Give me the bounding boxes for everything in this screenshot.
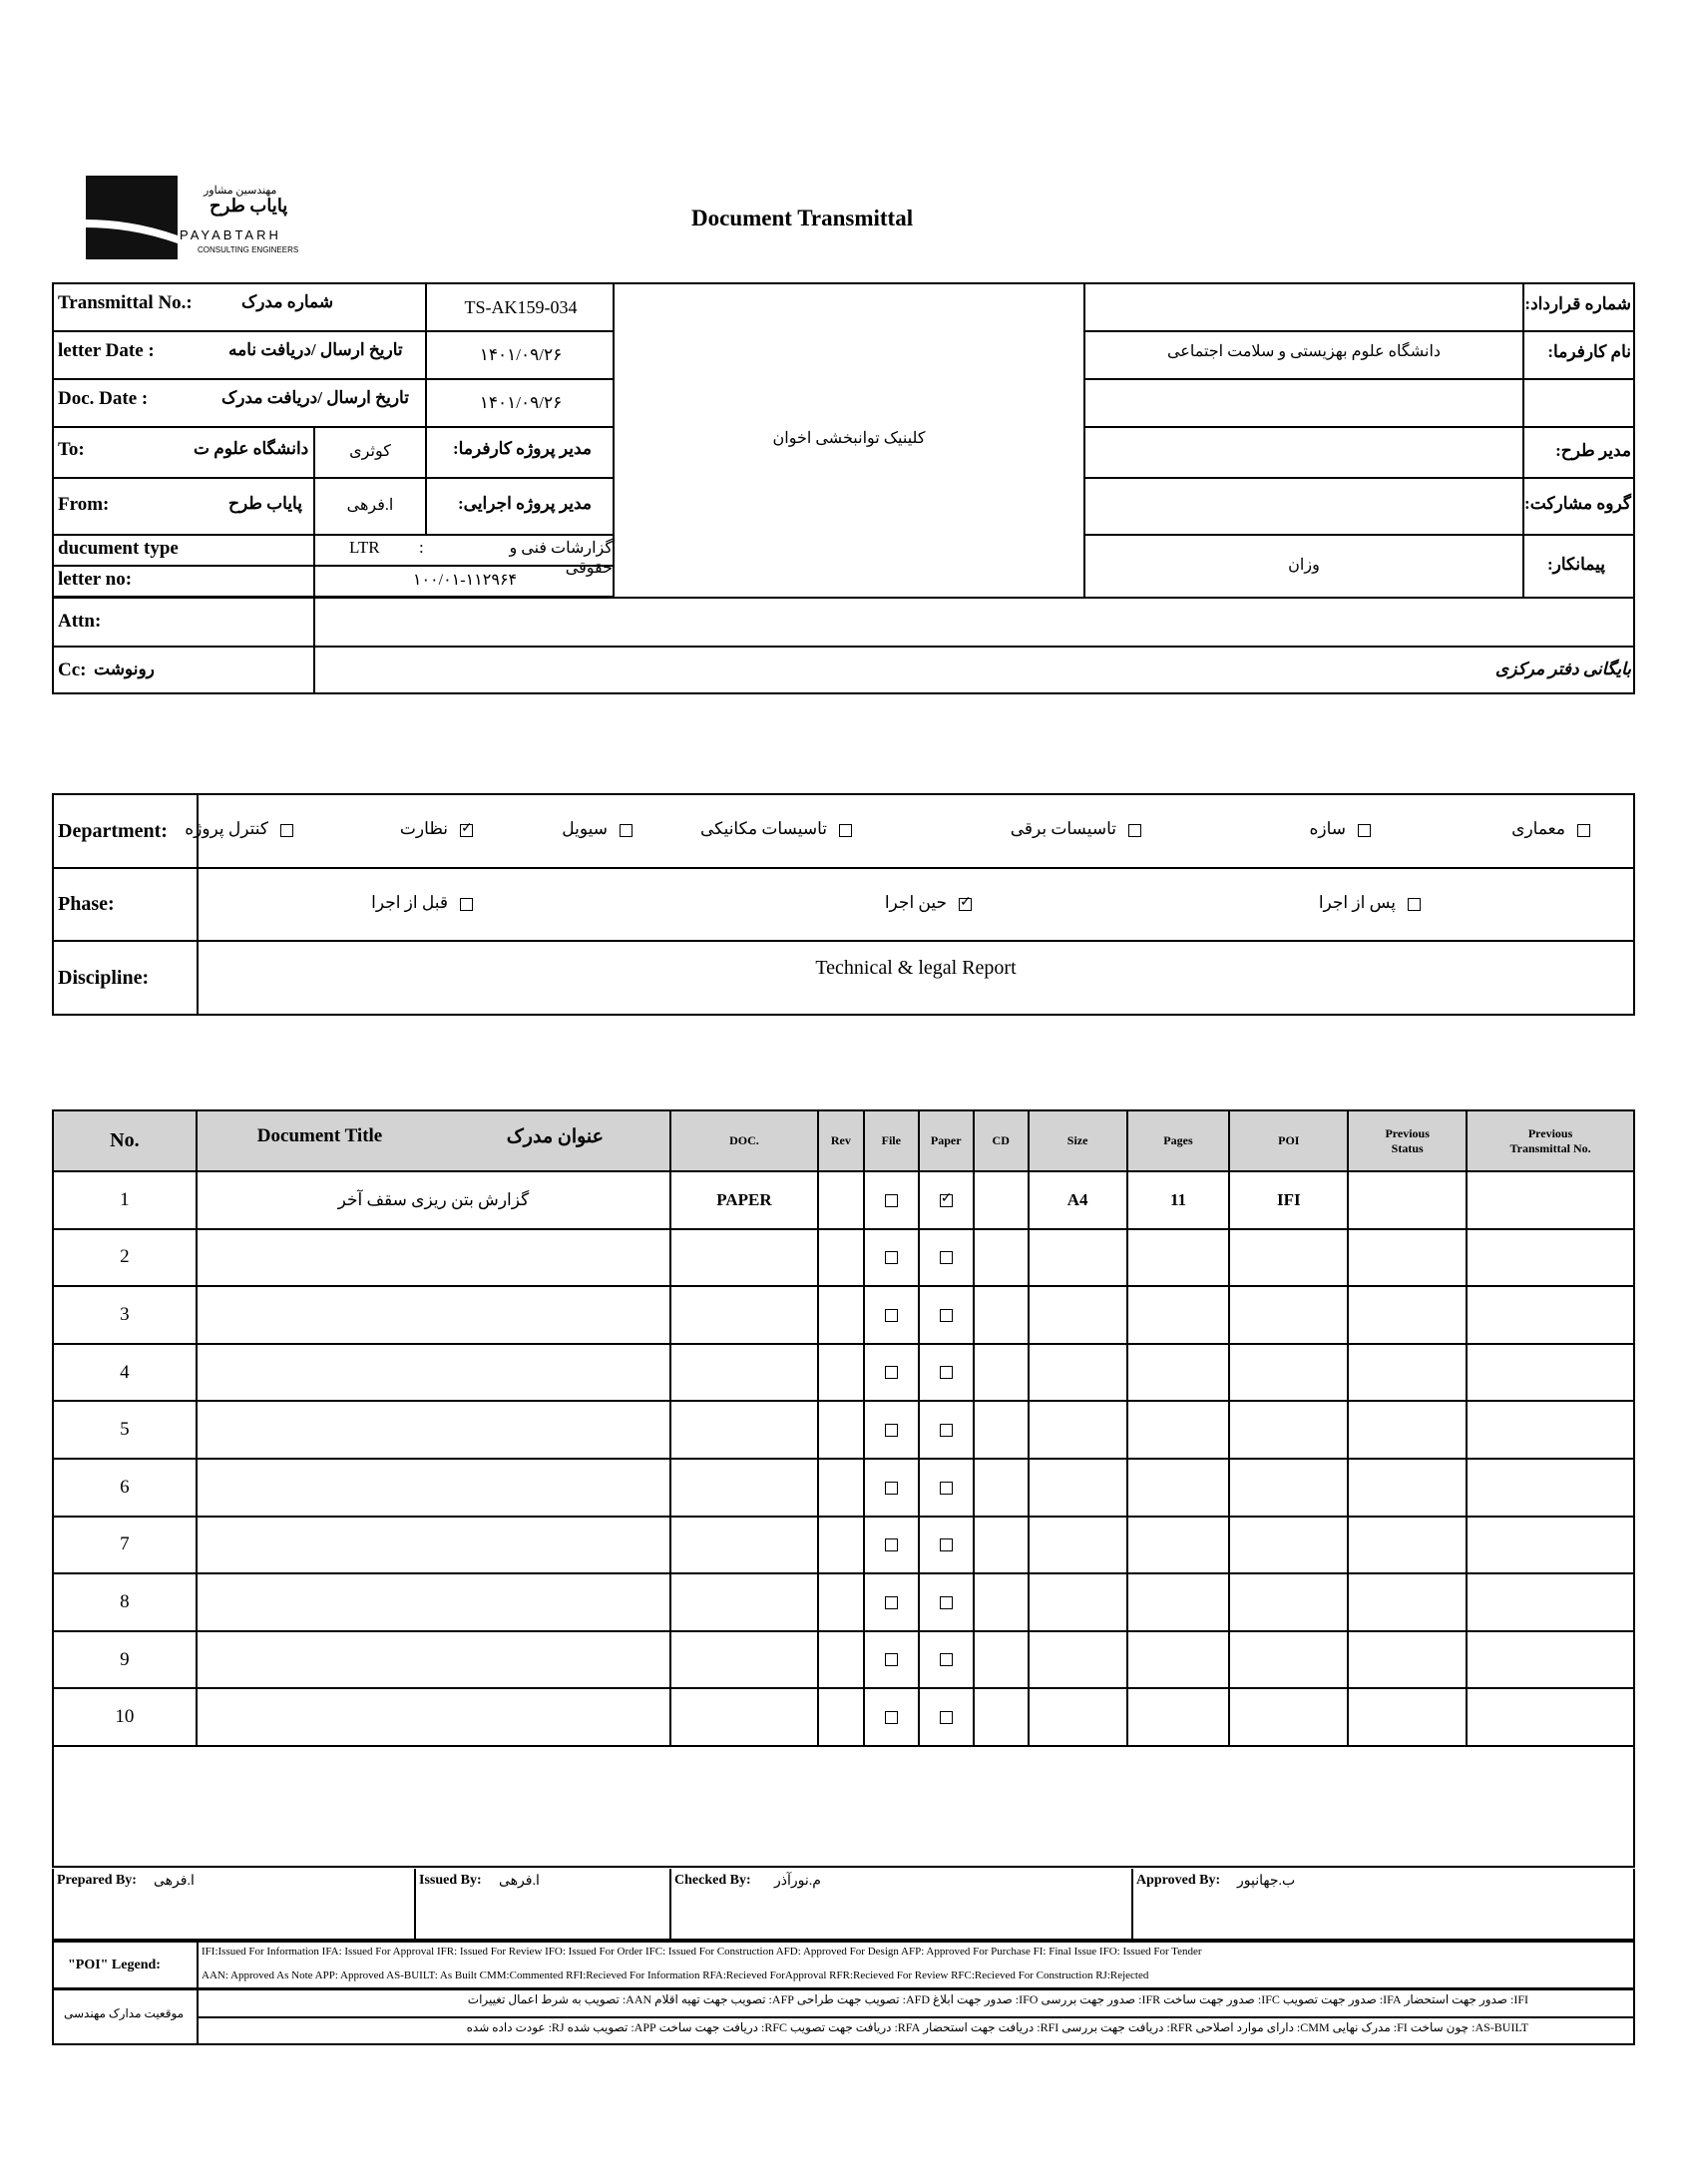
cell-doc: [670, 1459, 818, 1517]
cell-prev_trans: [1467, 1631, 1634, 1689]
cell-title: [197, 1688, 670, 1746]
cell-prev_trans: [1467, 1517, 1634, 1574]
department-option-label: سیویل: [562, 819, 608, 838]
cell-no: 9: [53, 1631, 197, 1689]
doc-date-value: ۱۴۰۱/۰۹/۲۶: [425, 379, 615, 426]
cell-paper: [919, 1573, 974, 1631]
prepared-name: ا.فرهی: [154, 1874, 195, 1889]
cell-file: [864, 1573, 919, 1631]
cell-title: [197, 1517, 670, 1574]
issued-label: Issued By:: [419, 1873, 482, 1888]
cell-file: [864, 1344, 919, 1402]
cc-row: [54, 648, 1635, 694]
cell-no: 6: [53, 1459, 197, 1517]
cell-cd: [974, 1401, 1029, 1459]
design-mgr-label: مدیر طرح:: [1555, 441, 1631, 460]
contract-value: [1085, 284, 1522, 330]
fa-legend-line1: IFI: صدور جهت استحضار IFA: صدور جهت تصویب IFC: صدور جهت ساخت IFR: صدور جهت بررسی IFO: صدور جهت ابلاغ AFD: تصویب جهت طراحی AFP: تصویب جهت تهیه اقلام AAN: تصویب به شرط اعمال تغییرات: [467, 1992, 1528, 2006]
col-prev-status: Previous Status: [1348, 1110, 1467, 1171]
cell-paper: [919, 1171, 974, 1229]
project-name: کلینیک توانبخشی اخوان: [772, 430, 926, 447]
cell-poi: [1229, 1344, 1348, 1402]
doctype-fa: گزارشات فنی و حقوقی: [509, 540, 613, 577]
paper-checkbox[interactable]: [940, 1653, 953, 1666]
col-file: File: [864, 1110, 919, 1171]
cell-prev_trans: [1467, 1459, 1634, 1517]
design-mgr-value: [1085, 427, 1522, 477]
cell-prev_status: [1348, 1688, 1467, 1746]
document-table: [52, 1109, 1635, 1868]
cell-cd: [974, 1344, 1029, 1402]
paper-checkbox[interactable]: [940, 1482, 953, 1495]
to-label: To:: [58, 439, 85, 460]
cell-size: [1029, 1286, 1127, 1344]
col-rev: Rev: [818, 1110, 864, 1171]
letterno-row: [54, 566, 613, 598]
col-poi: POI: [1229, 1110, 1348, 1171]
employer-row: [1085, 331, 1635, 380]
table-row: [53, 1517, 1634, 1574]
col-title-en: Document Title: [256, 1125, 383, 1146]
doc-date-label-fa: تاریخ ارسال /دریافت مدرک: [221, 388, 409, 407]
logo-mark-icon: [86, 176, 178, 259]
cell-pages: [1127, 1286, 1230, 1344]
paper-checkbox[interactable]: [940, 1596, 953, 1609]
signature-row: [52, 1869, 1635, 1941]
discipline-value: Technical & legal Report: [815, 957, 1017, 979]
employer-label: نام کارفرما:: [1547, 342, 1631, 361]
cell-rev: [818, 1573, 864, 1631]
cell-pages: [1127, 1573, 1230, 1631]
cell-no: 4: [53, 1344, 197, 1402]
design-mgr-row: [1085, 427, 1635, 479]
table-row: [53, 1688, 1634, 1746]
blank-row: [1085, 379, 1635, 428]
department-option-label: کنترل پروژه: [185, 819, 268, 838]
doctype-sep: :: [419, 538, 424, 557]
cell-prev_status: [1348, 1401, 1467, 1459]
col-doc: DOC.: [670, 1110, 818, 1171]
transmittal-label: Transmittal No.:: [58, 292, 193, 313]
cell-cd: [974, 1631, 1029, 1689]
file-checkbox[interactable]: [885, 1424, 898, 1437]
cc-value: بایگانی دفتر مرکزی: [1494, 659, 1631, 678]
table-row: [53, 1631, 1634, 1689]
cell-no: 10: [53, 1688, 197, 1746]
partner-label: گروه مشارکت:: [1524, 494, 1631, 513]
cell-poi: [1229, 1401, 1348, 1459]
company-logo: [86, 176, 315, 261]
letterno-value: ۱۰۰/۰۱-۱۱۲۹۶۴: [313, 566, 615, 596]
file-checkbox[interactable]: [885, 1194, 898, 1207]
cell-title: [197, 1286, 670, 1344]
transmittal-label-fa: شماره مدرک: [241, 292, 334, 311]
cell-size: [1029, 1344, 1127, 1402]
department-option-label: نظارت: [399, 819, 448, 838]
cell-paper: [919, 1459, 974, 1517]
department-option-label: معماری: [1511, 819, 1565, 838]
cell-cd: [974, 1459, 1029, 1517]
letter-date-label-fa: تاریخ ارسال /دریافت نامه: [228, 340, 403, 359]
cell-rev: [818, 1344, 864, 1402]
col-cd: CD: [974, 1110, 1029, 1171]
paper-checkbox[interactable]: [940, 1251, 953, 1264]
cell-poi: [1229, 1286, 1348, 1344]
exec-pm-name: ا.فرهی: [313, 478, 427, 534]
table-row: [53, 1171, 1634, 1229]
cell-title: [197, 1401, 670, 1459]
contractor-row: [1085, 535, 1635, 597]
cell-size: [1029, 1401, 1127, 1459]
department-option-label: سازه: [1309, 819, 1346, 838]
from-row: [54, 478, 613, 536]
poi-legend-line2: AAN: Approved As Note APP: Approved AS-BUILT: As Built CMM:Commented RFI:Recieved For Information RFA:Recieved ForApproval RFR:Recieved For Review RFC:Recieved For Construction RJ:Rejected: [202, 1969, 1149, 1981]
cell-pages: [1127, 1631, 1230, 1689]
cell-title: [197, 1229, 670, 1287]
poi-legend-line1: IFI:Issued For Information IFA: Issued For Approval IFR: Issued For Review IFO: Issued For Order IFC: Issued For Construction AFD: Approved For Design AFP: Approved For Purchase FI: Final Issue IFO: Issued For Tender: [202, 1946, 1202, 1958]
cell-prev_trans: [1467, 1286, 1634, 1344]
attn-label: Attn:: [58, 611, 102, 632]
poi-legend-label: "POI" Legend:: [68, 1958, 161, 1972]
cell-rev: [818, 1459, 864, 1517]
cell-prev_status: [1348, 1573, 1467, 1631]
file-checkbox[interactable]: [885, 1596, 898, 1609]
file-checkbox[interactable]: [885, 1482, 898, 1495]
cell-rev: [818, 1229, 864, 1287]
cell-doc: [670, 1229, 818, 1287]
file-checkbox[interactable]: [885, 1653, 898, 1666]
col-pages: Pages: [1127, 1110, 1230, 1171]
partner-row: [1085, 478, 1635, 536]
cell-pages: [1127, 1459, 1230, 1517]
col-paper: Paper: [919, 1110, 974, 1171]
letter-date-label: letter Date :: [58, 340, 155, 361]
page-title: Document Transmittal: [691, 206, 914, 230]
cell-paper: [919, 1401, 974, 1459]
cell-file: [864, 1286, 919, 1344]
table-row: [53, 1286, 1634, 1344]
phase-option-label: قبل از اجرا: [371, 893, 448, 912]
cell-poi: [1229, 1631, 1348, 1689]
table-row: [53, 1401, 1634, 1459]
cell-file: [864, 1688, 919, 1746]
approved-label: Approved By:: [1136, 1873, 1221, 1888]
cell-prev_status: [1348, 1517, 1467, 1574]
paper-checkbox[interactable]: [940, 1538, 953, 1551]
doctype-label: ducument type: [58, 538, 179, 559]
cell-prev_status: [1348, 1286, 1467, 1344]
status-legend-label: موقعیت مدارک مهندسی: [64, 2006, 185, 2020]
attn-row: [54, 599, 1635, 646]
cell-paper: [919, 1631, 974, 1689]
cell-pages: [1127, 1688, 1230, 1746]
contract-label: شماره قرارداد:: [1524, 294, 1631, 313]
file-checkbox[interactable]: [885, 1538, 898, 1551]
cell-paper: [919, 1517, 974, 1574]
cell-prev_trans: [1467, 1344, 1634, 1402]
cell-poi: [1229, 1459, 1348, 1517]
cell-prev_status: [1348, 1344, 1467, 1402]
col-size: Size: [1029, 1110, 1127, 1171]
cell-cd: [974, 1171, 1029, 1229]
cell-doc: [670, 1517, 818, 1574]
cc-label-fa: رونوشت: [94, 659, 155, 678]
to-row: [54, 427, 613, 479]
partner-value: [1085, 478, 1522, 534]
cell-poi: [1229, 1517, 1348, 1574]
fa-legend-line2: AS-BUILT: چون ساخت FI: مدرک نهایی CMM: دارای موارد اصلاحی RFR: دریافت جهت بررسی RFI: دریافت جهت استحضار RFA: دریافت جهت تصویب RFC: دریافت جهت ساخت APP: تصویب شده RJ: عودت داده شده: [466, 2020, 1528, 2034]
cell-pages: [1127, 1344, 1230, 1402]
cell-paper: [919, 1286, 974, 1344]
cell-title: [197, 1573, 670, 1631]
phase-option-label: حین اجرا: [884, 893, 947, 912]
cell-prev_trans: [1467, 1171, 1634, 1229]
from-label: From:: [58, 494, 110, 515]
col-no: No.: [53, 1110, 197, 1171]
doc-date-label: Doc. Date :: [58, 388, 149, 409]
cell-prev_trans: [1467, 1229, 1634, 1287]
doctype-row: [54, 535, 613, 577]
cell-pages: [1127, 1401, 1230, 1459]
col-title-fa: عنوان مدرک: [506, 1126, 604, 1147]
table-row: [53, 1344, 1634, 1402]
paper-checkbox[interactable]: [940, 1309, 953, 1322]
paper-checkbox[interactable]: [940, 1711, 953, 1724]
cc-label: Cc:: [58, 659, 87, 680]
contractor-value: وزان: [1288, 557, 1320, 574]
legend-block: [52, 1941, 1635, 2045]
cell-prev_status: [1348, 1631, 1467, 1689]
cell-title: [197, 1631, 670, 1689]
checked-name: م.نورآذر: [774, 1874, 821, 1889]
cell-pages: 11: [1127, 1171, 1230, 1229]
doctype-code: LTR: [349, 538, 380, 557]
cell-pages: [1127, 1229, 1230, 1287]
client-pm-name: کوثری: [313, 427, 427, 477]
cell-file: [864, 1631, 919, 1689]
issued-name: ا.فرهی: [499, 1874, 540, 1889]
to-value: دانشگاه علوم ت: [194, 439, 309, 458]
cell-poi: [1229, 1573, 1348, 1631]
discipline-label: Discipline:: [58, 967, 150, 989]
col-title: [197, 1110, 670, 1171]
cell-size: [1029, 1573, 1127, 1631]
department-label: Department:: [58, 820, 168, 842]
phase-label: Phase:: [58, 893, 115, 915]
logo-fa-top: مهندسین مشاور: [204, 185, 277, 197]
cell-cd: [974, 1286, 1029, 1344]
cell-doc: [670, 1344, 818, 1402]
cell-file: [864, 1171, 919, 1229]
cell-no: 2: [53, 1229, 197, 1287]
cell-file: [864, 1517, 919, 1574]
contractor-label: پیمانکار:: [1546, 555, 1605, 574]
department-option-label: تاسیسات مکانیکی: [700, 819, 827, 838]
cell-rev: [818, 1286, 864, 1344]
cell-doc: [670, 1688, 818, 1746]
cell-rev: [818, 1517, 864, 1574]
cell-doc: [670, 1286, 818, 1344]
cell-rev: [818, 1401, 864, 1459]
cell-cd: [974, 1229, 1029, 1287]
from-value: پایاب طرح: [228, 494, 302, 513]
cell-size: [1029, 1517, 1127, 1574]
prepared-label: Prepared By:: [57, 1873, 137, 1888]
letterno-label: letter no:: [58, 569, 133, 590]
logo-en-name: PAYABTARH: [180, 227, 281, 242]
table-header-row: [53, 1110, 1634, 1171]
cell-pages: [1127, 1517, 1230, 1574]
cell-rev: [818, 1171, 864, 1229]
cell-rev: [818, 1631, 864, 1689]
cell-prev_trans: [1467, 1573, 1634, 1631]
cell-title: گزارش بتن ریزی سقف آخر: [197, 1171, 670, 1229]
cell-cd: [974, 1573, 1029, 1631]
cell-title: [197, 1459, 670, 1517]
classification-block: [52, 793, 1635, 1016]
table-row: [53, 1229, 1634, 1287]
cell-doc: [670, 1573, 818, 1631]
cell-prev_status: [1348, 1229, 1467, 1287]
cell-file: [864, 1229, 919, 1287]
cell-poi: IFI: [1229, 1171, 1348, 1229]
cell-size: [1029, 1631, 1127, 1689]
transmittal-no: TS-AK159-034: [425, 284, 615, 332]
header-block: [52, 282, 1635, 694]
letter-date-value: ۱۴۰۱/۰۹/۲۶: [425, 331, 615, 378]
cell-no: 7: [53, 1517, 197, 1574]
cell-cd: [974, 1688, 1029, 1746]
cell-doc: PAPER: [670, 1171, 818, 1229]
cell-paper: [919, 1229, 974, 1287]
table-spacer-row: [53, 1746, 1634, 1867]
file-checkbox[interactable]: [885, 1309, 898, 1322]
cell-paper: [919, 1344, 974, 1402]
cell-poi: [1229, 1688, 1348, 1746]
cell-doc: [670, 1631, 818, 1689]
cell-no: 3: [53, 1286, 197, 1344]
cell-rev: [818, 1688, 864, 1746]
cell-cd: [974, 1517, 1029, 1574]
paper-checkbox[interactable]: [940, 1366, 953, 1379]
client-pm-label: مدیر پروژه کارفرما:: [453, 439, 593, 458]
table-row: [53, 1573, 1634, 1631]
file-checkbox[interactable]: [885, 1251, 898, 1264]
col-prev-trans: Previous Transmittal No.: [1467, 1110, 1634, 1171]
logo-fa-name: پایاب طرح: [210, 196, 288, 216]
paper-checkbox[interactable]: [940, 1424, 953, 1437]
cell-paper: [919, 1688, 974, 1746]
table-row: [53, 1459, 1634, 1517]
logo-en-sub: CONSULTING ENGINEERS: [198, 245, 299, 254]
cell-poi: [1229, 1229, 1348, 1287]
file-checkbox[interactable]: [885, 1366, 898, 1379]
checked-label: Checked By:: [674, 1873, 751, 1888]
cell-file: [864, 1459, 919, 1517]
file-checkbox[interactable]: [885, 1711, 898, 1724]
cell-title: [197, 1344, 670, 1402]
cell-prev_status: [1348, 1459, 1467, 1517]
cell-no: 5: [53, 1401, 197, 1459]
attn-value: [315, 599, 1632, 646]
approved-name: ب.جهانپور: [1237, 1874, 1296, 1889]
cell-doc: [670, 1401, 818, 1459]
cell-size: A4: [1029, 1171, 1127, 1229]
cell-no: 1: [53, 1171, 197, 1229]
cell-prev_trans: [1467, 1401, 1634, 1459]
paper-checkbox[interactable]: [940, 1194, 953, 1207]
cell-size: [1029, 1688, 1127, 1746]
employer-value: دانشگاه علوم بهزیستی و سلامت اجتماعی: [1166, 343, 1442, 360]
contract-row: [1085, 284, 1635, 332]
cell-prev_status: [1348, 1171, 1467, 1229]
department-option-label: تاسیسات برقی: [1010, 819, 1116, 838]
cell-no: 8: [53, 1573, 197, 1631]
phase-option-label: پس از اجرا: [1318, 893, 1396, 912]
cell-file: [864, 1401, 919, 1459]
cell-size: [1029, 1459, 1127, 1517]
exec-pm-label: مدیر پروژه اجرایی:: [458, 494, 592, 513]
cell-size: [1029, 1229, 1127, 1287]
cell-prev_trans: [1467, 1688, 1634, 1746]
